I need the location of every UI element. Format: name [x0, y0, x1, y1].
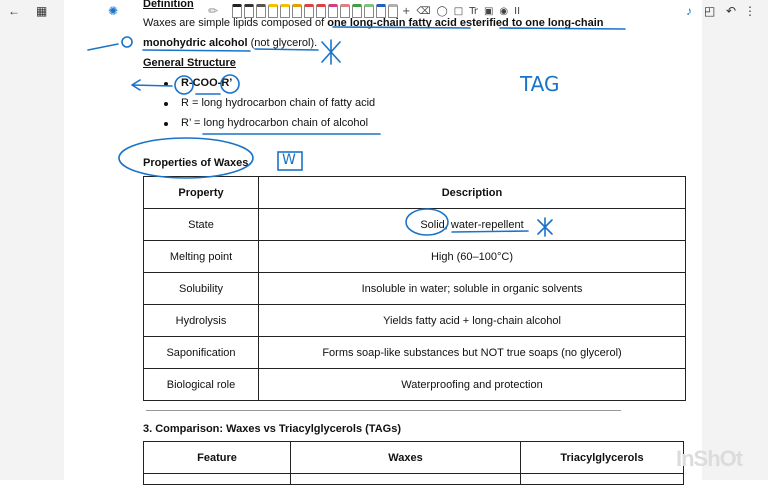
- text-tool-icon[interactable]: Tr: [469, 5, 478, 17]
- properties-heading: Properties of Waxes: [143, 157, 249, 169]
- table-row: [144, 305, 686, 337]
- column-header: Feature: [144, 442, 291, 474]
- table-header-row: [144, 442, 684, 474]
- table-row: [144, 474, 684, 485]
- pencil-icon[interactable]: ✏: [208, 4, 219, 18]
- pin-icon[interactable]: ✺: [108, 4, 119, 18]
- more-icon[interactable]: ⋮: [744, 4, 756, 18]
- ink-w-label: W: [282, 152, 296, 168]
- column-header: Triacylglycerols: [521, 442, 684, 474]
- definition-line-1: [143, 17, 603, 29]
- watermark-logo: InShOt: [676, 446, 743, 471]
- definition-emphasis-2: monohydric alcohol: [143, 37, 248, 49]
- property-cell: State: [144, 209, 259, 241]
- comparison-table: [143, 441, 684, 485]
- pen-tool[interactable]: [340, 4, 350, 18]
- pen-tool[interactable]: [256, 4, 266, 18]
- microphone-icon[interactable]: ♪: [686, 4, 692, 18]
- definition-heading: Definition: [143, 0, 194, 10]
- bullet-dot: [164, 102, 168, 106]
- structure-r-note: R = long hydrocarbon chain of fatty acid: [181, 97, 376, 109]
- table-row: [144, 241, 686, 273]
- pen-tool[interactable]: [268, 4, 278, 18]
- camera-icon[interactable]: ◉: [499, 5, 509, 17]
- properties-table: [143, 176, 686, 401]
- grid-icon[interactable]: ▦: [36, 4, 48, 18]
- add-icon[interactable]: +: [402, 5, 411, 17]
- definition-note: (not glycerol).: [247, 37, 318, 49]
- description-cell: Solid, water-repellent: [259, 209, 686, 241]
- ink-tag-label: TAG: [520, 72, 560, 96]
- table-cell: [521, 474, 684, 485]
- property-cell: Hydrolysis: [144, 305, 259, 337]
- column-header: Waxes: [291, 442, 521, 474]
- property-cell: Biological role: [144, 369, 259, 401]
- pen-tool[interactable]: [364, 4, 374, 18]
- back-arrow-icon[interactable]: ←: [8, 4, 20, 18]
- pen-tool[interactable]: [244, 4, 254, 18]
- table-row: [144, 369, 686, 401]
- structure-r-prime-note: R’ = long hydrocarbon chain of alcohol: [181, 117, 369, 129]
- definition-line-2: [143, 37, 317, 49]
- pen-tool[interactable]: [292, 4, 302, 18]
- bullet-dot: [164, 82, 168, 86]
- table-header-row: [144, 177, 686, 209]
- column-header: Property: [144, 177, 259, 209]
- comparison-heading: 3. Comparison: Waxes vs Triacylglycerols (TAGs): [143, 423, 401, 435]
- general-structure-heading: General Structure: [143, 57, 236, 69]
- description-cell: Waterproofing and protection: [259, 369, 686, 401]
- table-row: [144, 209, 686, 241]
- definition-emphasis: one long-chain fatty acid esterified to one long-chain: [327, 17, 604, 29]
- undo-icon[interactable]: ↶: [726, 4, 737, 18]
- description-cell: Insoluble in water; soluble in organic solvents: [259, 273, 686, 305]
- left-margin: [0, 0, 64, 480]
- column-header: Description: [259, 177, 686, 209]
- table-row: [144, 337, 686, 369]
- pen-tool[interactable]: [316, 4, 326, 18]
- description-cell: Forms soap-like substances but NOT true soaps (no glycerol): [259, 337, 686, 369]
- property-cell: Melting point: [144, 241, 259, 273]
- pen-tool[interactable]: [280, 4, 290, 18]
- right-margin: [702, 0, 768, 480]
- pen-tool[interactable]: [232, 4, 242, 18]
- description-cell: Yields fatty acid + long-chain alcohol: [259, 305, 686, 337]
- table-cell: [291, 474, 521, 485]
- description-cell: High (60–100°C): [259, 241, 686, 273]
- divider: [146, 410, 621, 411]
- bullet-dot: [164, 122, 168, 126]
- lasso-icon[interactable]: ◯: [436, 5, 448, 17]
- eraser-icon[interactable]: ⌫: [416, 5, 431, 17]
- pen-tool[interactable]: [352, 4, 362, 18]
- pen-tool[interactable]: [376, 4, 386, 18]
- table-row: [144, 273, 686, 305]
- definition-text: Waxes are simple lipids composed of: [143, 17, 328, 29]
- property-cell: Solubility: [144, 273, 259, 305]
- pen-tool[interactable]: [304, 4, 314, 18]
- table-cell: [144, 474, 291, 485]
- image-icon[interactable]: ▣: [483, 5, 494, 17]
- shapes-icon[interactable]: □: [453, 5, 464, 17]
- share-icon[interactable]: ◰: [704, 4, 716, 18]
- structure-formula: R-COO-R’: [181, 77, 233, 89]
- pen-tool[interactable]: [328, 4, 338, 18]
- pause-icon[interactable]: II: [514, 5, 521, 17]
- property-cell: Saponification: [144, 337, 259, 369]
- pen-tool[interactable]: [388, 4, 398, 18]
